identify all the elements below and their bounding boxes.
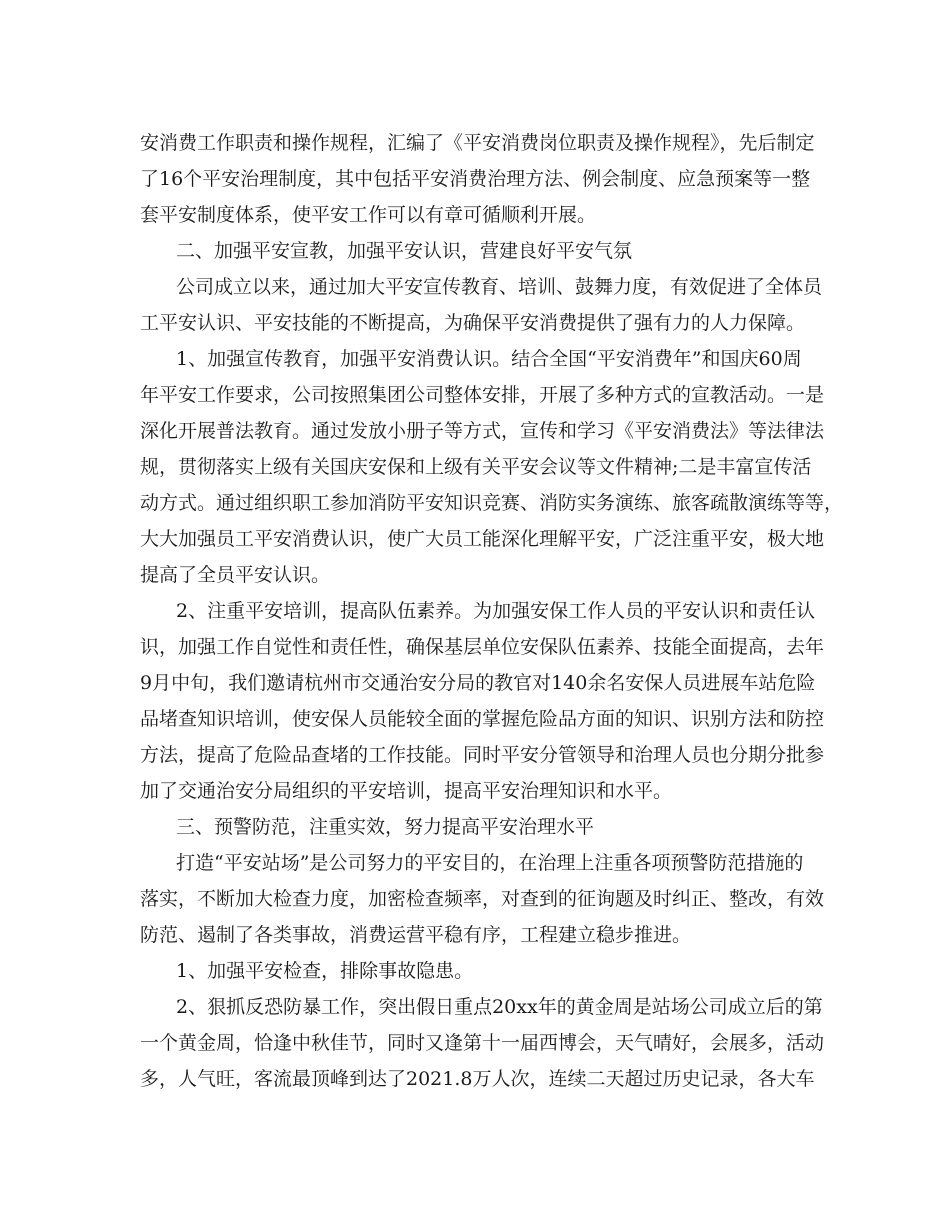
text-line: 工平安认识、平安技能的不断提高，为确保平安消费提供了强有力的人力保障。 [140, 312, 806, 334]
text-line: 多，人气旺，客流最顶峰到达了2021.8万人次，连续二天超过历史记录，各大车 [140, 1068, 815, 1090]
section-heading: 三、预警防范，注重实效，努力提高平安治理水平 [176, 816, 595, 838]
text-line: 提高了全员平安认识。 [140, 564, 331, 586]
text-line: 防范、遏制了各类事故，消费运营平稳有序，工程建立稳步推进。 [140, 924, 692, 946]
text-line: 加了交通治安分局组织的平安培训，提高平安治理知识和水平。 [140, 780, 673, 802]
text-line: 了16个平安治理制度，其中包括平安消费治理方法、例会制度、应急预案等一整 [140, 168, 811, 190]
text-line: 安消费工作职责和操作规程，汇编了《平安消费岗位职责及操作规程》，先后制定 [140, 132, 815, 154]
text-line: 1、加强平安检查，排除事故隐患。 [176, 960, 474, 982]
section-heading: 二、加强平安宣教，加强平安认识，营建良好平安气氛 [176, 240, 633, 262]
text-line: 品堵查知识培训，使安保人员能较全面的掌握危险品方面的知识、识别方法和防控 [140, 708, 825, 730]
text-line: 一个黄金周，恰逢中秋佳节，同时又逢第十一届西博会，天气晴好，会展多，活动 [140, 1032, 825, 1054]
text-line: 套平安制度体系，使平安工作可以有章可循顺利开展。 [140, 204, 597, 226]
text-line: 年平安工作要求，公司按照集团公司整体安排，开展了多种方式的宣教活动。一是 [140, 384, 825, 406]
text-line: 9月中旬，我们邀请杭州市交通治安分局的教官对140余名安保人员进展车站危险 [140, 672, 816, 694]
text-line: 2、注重平安培训，提高队伍素养。为加强安保工作人员的平安认识和责任认 [176, 600, 816, 622]
text-line: 公司成立以来，通过加大平安宣传教育、培训、鼓舞力度，有效促进了全体员 [176, 276, 823, 298]
text-line: 识，加强工作自觉性和责任性，确保基层单位安保队伍素养、技能全面提高，去年 [140, 636, 825, 658]
text-line: 方法，提高了危险品查堵的工作技能。同时平安分管领导和治理人员也分期分批参 [140, 744, 825, 766]
text-line: 大大加强员工平安消费认识，使广大员工能深化理解平安，广泛注重平安，极大地 [140, 528, 825, 550]
text-line: 规，贯彻落实上级有关国庆安保和上级有关平安会议等文件精神;二是丰富宣传活 [140, 456, 812, 478]
text-line: 落实，不断加大检查力度，加密检查频率，对查到的征询题及时纠正、整改，有效 [140, 888, 825, 910]
text-line: 动方式。通过组织职工参加消防平安知识竞赛、消防实务演练、旅客疏散演练等等， [140, 492, 844, 514]
text-line: 1、加强宣传教育，加强平安消费认识。结合全国“平安消费年”和国庆60周 [176, 348, 802, 370]
text-line: 打造“平安站场”是公司努力的平安目的，在治理上注重各项预警防范措施的 [176, 852, 804, 874]
text-line: 2、狠抓反恐防暴工作，突出假日重点20xx年的黄金周是站场公司成立后的第 [176, 996, 823, 1018]
text-line: 深化开展普法教育。通过发放小册子等方式，宣传和学习《平安消费法》等法律法 [140, 420, 825, 442]
